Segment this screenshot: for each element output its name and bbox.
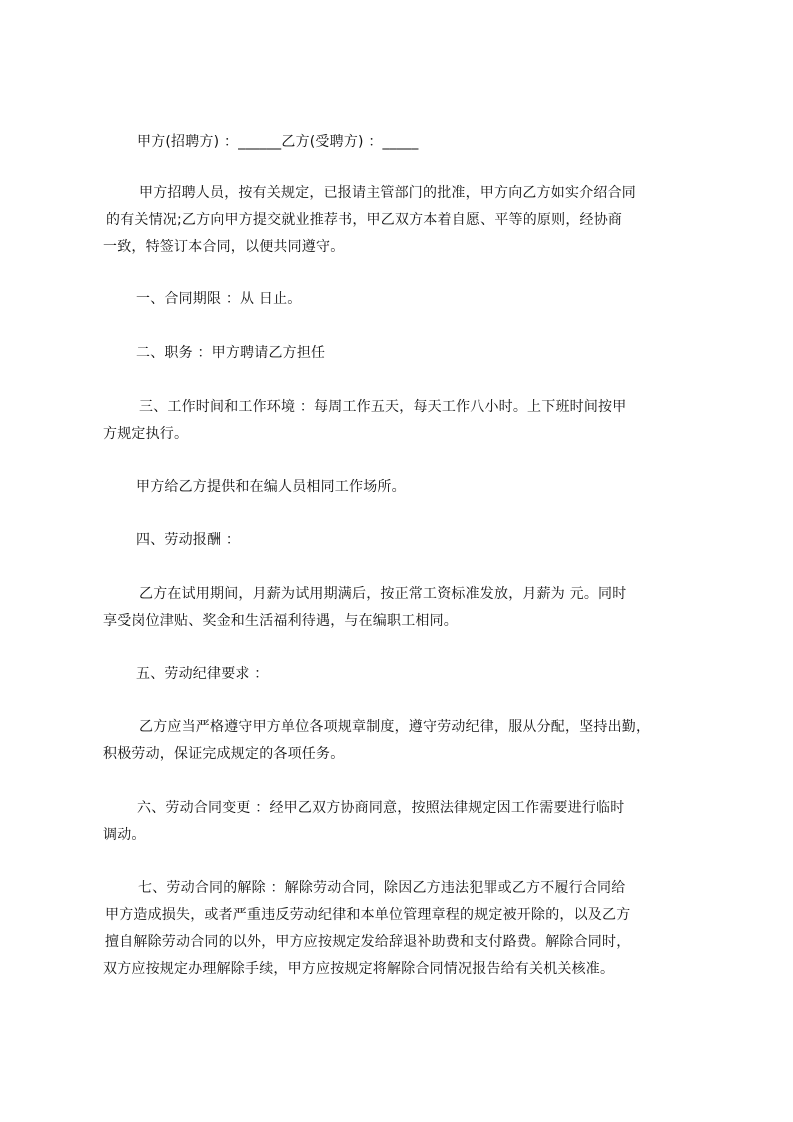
clause-1-term: 一、合同期限 ：从 日止。: [136, 291, 302, 307]
clause-6-line-2: 调动。: [103, 827, 146, 843]
clause-3-line-2: 方规定执行。: [103, 426, 189, 442]
clause-7-line-4: 双方应按规定办理解除手续，甲方应按规定将解除合同情况报告给有关机关核准。: [103, 961, 615, 977]
clause-2-position: 二、职务 ：甲方聘请乙方担任: [136, 345, 326, 361]
clause-4-title: 四、劳动报酬 ：: [136, 532, 241, 548]
intro-line-2: 的有关情况;乙方向甲方提交就业推荐书，甲乙双方本着自愿、平等的原则，经协商: [106, 212, 623, 228]
clause-3-workplace: 甲方给乙方提供和在编人员相同工作场所。: [136, 479, 406, 495]
clause-7-line-2: 甲方造成损失，或者严重违反劳动纪律和本单位管理章程的规定被开除的，以及乙方: [105, 907, 631, 923]
clause-5-line-2: 积极劳动，保证完成规定的各项任务。: [103, 746, 345, 762]
intro-line-1: 甲方招聘人员，按有关规定，已报请主管部门的批准，甲方向乙方如实介绍合同: [139, 185, 636, 201]
clause-3-line-1: 三、工作时间和工作环境 ：每周工作五天，每天工作八小时。上下班时间按甲: [139, 399, 627, 415]
intro-line-3: 一致，特签订本合同，以便共同遵守。: [103, 239, 345, 255]
clause-4-line-1: 乙方在试用期间，月薪为试用期满后，按正常工资标准发放，月薪为 元。同时: [139, 586, 627, 602]
clause-7-line-3: 擅自解除劳动合同的以外，甲方应按规定发给辞退补助费和支付路费。解除合同时，: [105, 934, 631, 950]
clause-7-line-1: 七、劳动合同的解除 ：解除劳动合同，除因乙方违法犯罪或乙方不履行合同给: [138, 880, 626, 896]
clause-5-line-1: 乙方应当严格遵守甲方单位各项规章制度，遵守劳动纪律，服从分配，坚持出勤，: [139, 719, 651, 735]
parties-line: 甲方(招聘方) ：______乙方(受聘方) ：_____: [137, 134, 419, 150]
clause-4-line-2: 享受岗位津贴、奖金和生活福利待遇，与在编职工相同。: [103, 613, 458, 629]
clause-6-line-1: 六、劳动合同变更 ：经甲乙双方协商同意，按照法律规定因工作需要进行临时: [137, 800, 625, 816]
clause-5-title: 五、劳动纪律要求 ：: [136, 666, 269, 682]
